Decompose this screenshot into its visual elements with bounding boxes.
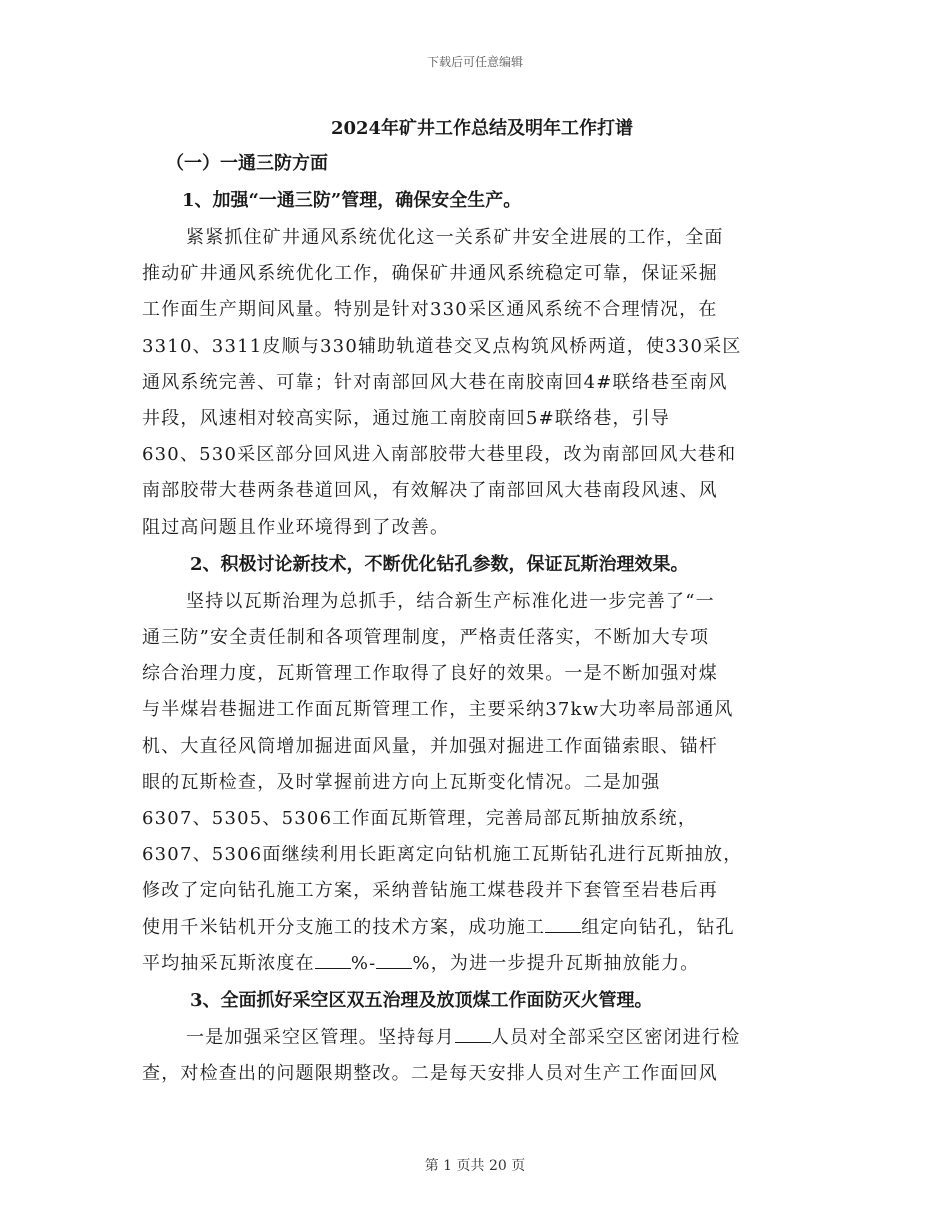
document-body bbox=[142, 112, 802, 1092]
document-title: 2024年矿井工作总结及明年工作打谱 bbox=[330, 118, 634, 139]
header-text: 下载后可任意编辑 bbox=[426, 55, 523, 69]
fill-in-blank bbox=[376, 952, 412, 969]
text-line: 6307、5305、5306工作面瓦斯管理，完善局部瓦斯抽放系统， bbox=[142, 808, 698, 830]
subsection-heading-3: 3、全面抓好采空区双五治理及放顶煤工作面防灭火管理。 bbox=[190, 990, 653, 1012]
paragraph-1 bbox=[142, 220, 802, 546]
text-line: 坚持以瓦斯治理为总抓手，结合新生产标准化进一步完善了“一 bbox=[186, 590, 715, 612]
text-line: 630、530采区部分回风进入南部胶带大巷里段，改为南部回风大巷和 bbox=[142, 444, 737, 466]
text-line: 阻过高问题且作业环境得到了改善。 bbox=[142, 516, 450, 538]
section-heading: （一）一通三防方面 bbox=[166, 153, 328, 174]
text-segment: 平均抽采瓦斯浓度在 bbox=[142, 952, 315, 974]
fill-in-blank bbox=[315, 952, 351, 969]
text-segment: 组定向钻孔，钻孔 bbox=[581, 916, 735, 938]
subsection-heading-1: 1、加强“一通三防”管理，确保安全生产。 bbox=[182, 190, 522, 211]
text-segment: 一是加强采空区管理。坚持每月 bbox=[186, 1027, 455, 1049]
text-line: 眼的瓦斯检查，及时掌握前进方向上瓦斯变化情况。二是加强 bbox=[142, 771, 661, 793]
page-footer bbox=[0, 1155, 950, 1175]
text-line: 通三防”安全责任制和各项管理制度，严格责任落实，不断加大专项 bbox=[142, 627, 710, 649]
text-line: 查，对检查出的问题限期整改。二是每天安排人员对生产工作面回风 bbox=[142, 1063, 718, 1085]
text-line: 3310、3311皮顺与330辅助轨道巷交叉点构筑风桥两道，使330采区 bbox=[142, 335, 742, 357]
text-line: 紧紧抓住矿井通风系统优化这一关系矿井安全进展的工作，全面 bbox=[186, 227, 724, 248]
page-number: 第 1 页共 20 页 bbox=[424, 1158, 526, 1174]
text-segment: 人员对全部采空区密闭进行检 bbox=[490, 1027, 741, 1049]
text-segment: 使用千米钻机开分支施工的技术方案，成功施工 bbox=[142, 916, 546, 938]
fill-in-blank bbox=[455, 1026, 491, 1043]
text-line-with-blanks bbox=[142, 946, 802, 982]
text-line: 工作面生产期间风量。特别是针对330采区通风系统不合理情况，在 bbox=[142, 299, 718, 321]
text-segment: %- bbox=[350, 952, 377, 974]
text-line: 与半煤岩巷掘进工作面瓦斯管理工作，主要采纳37kw大功率局部通风 bbox=[142, 699, 734, 721]
text-line: 6307、5306面继续利用长距离定向钻机施工瓦斯钻孔进行瓦斯抽放， bbox=[142, 844, 743, 866]
text-line-with-blank bbox=[142, 910, 802, 946]
subsection-heading-2: 2、积极讨论新技术，不断优化钻孔参数，保证瓦斯治理效果。 bbox=[190, 553, 689, 575]
paragraph-3 bbox=[142, 1020, 802, 1092]
text-line: 修改了定向钻孔施工方案，采纳普钻施工煤巷段并下套管至岩巷后再 bbox=[142, 880, 718, 902]
paragraph-2 bbox=[142, 584, 802, 982]
text-line: 综合治理力度，瓦斯管理工作取得了良好的效果。一是不断加强对煤 bbox=[142, 663, 718, 685]
fill-in-blank bbox=[545, 916, 581, 933]
text-line: 通风系统完善、可靠；针对南部回风大巷在南胶南回4#联络巷至南风 bbox=[142, 371, 728, 393]
text-line: 井段，风速相对较高实际，通过施工南胶南回5#联络巷，引导 bbox=[142, 408, 671, 430]
text-segment: %，为进一步提升瓦斯抽放能力。 bbox=[412, 952, 700, 974]
text-line-with-blank bbox=[142, 1020, 802, 1056]
text-line: 机、大直径风筒增加掘进面风量，并加强对掘进工作面锚索眼、锚杆 bbox=[142, 735, 718, 757]
text-line: 南部胶带大巷两条巷道回风，有效解决了南部回风大巷南段风速、风 bbox=[142, 480, 718, 502]
page-header bbox=[0, 53, 950, 70]
text-line: 推动矿井通风系统优化工作，确保矿井通风系统稳定可靠，保证采掘 bbox=[142, 263, 718, 285]
